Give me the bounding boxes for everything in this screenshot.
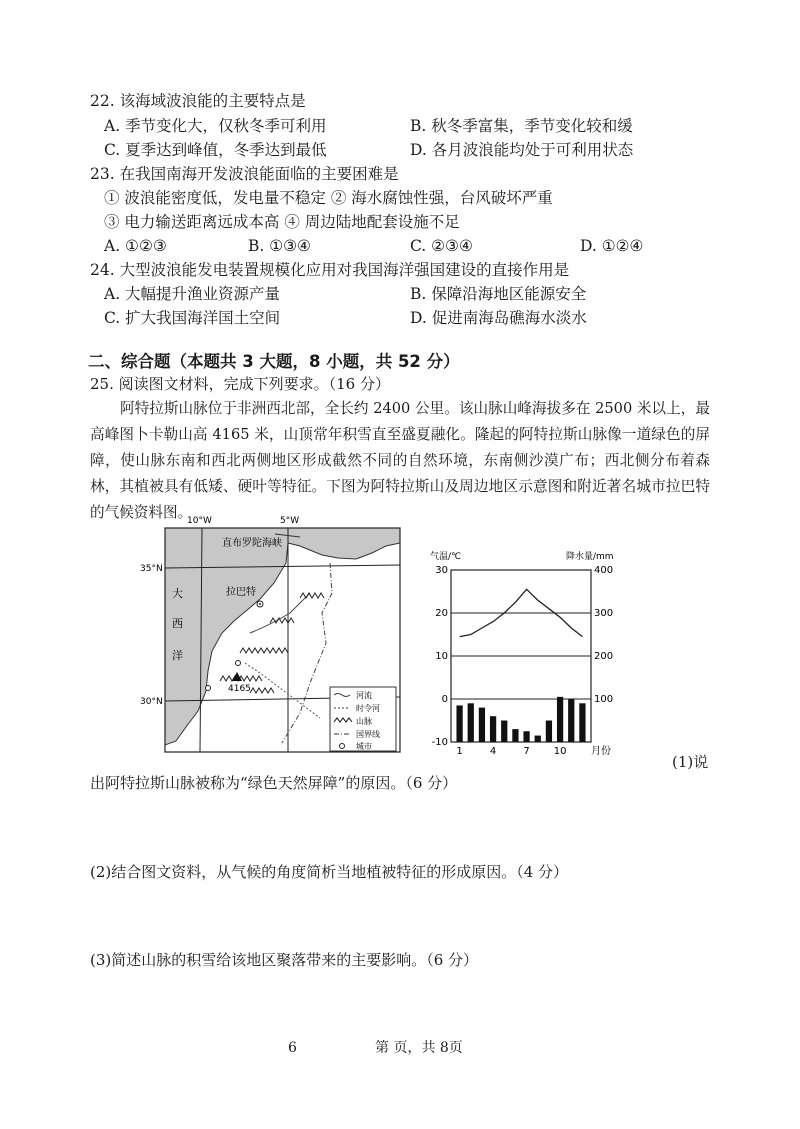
precip-bar xyxy=(501,721,507,743)
q24-stem: 24. 大型波浪能发电装置规模化应用对我国海洋强国建设的直接作用是 xyxy=(90,261,570,279)
precip-bar xyxy=(490,716,496,742)
map-city-label: 拉巴特 xyxy=(226,587,256,598)
precip-bar xyxy=(456,705,462,742)
legend-river: 河流 xyxy=(356,691,372,700)
left-tick-label: -10 xyxy=(431,737,448,748)
precip-bar xyxy=(512,729,518,742)
q22-option-b[interactable]: B. 秋冬季富集，季节变化较和缓 xyxy=(410,117,633,135)
precip-bar xyxy=(468,703,474,742)
precip-bar xyxy=(523,731,529,742)
section-2-title: 二、综合题（本题共 3 大题，8 小题，共 52 分） xyxy=(88,352,460,371)
q25-sub3: (3)简述山脉的积雪给该地区聚落带来的主要影响。（6 分） xyxy=(90,951,479,969)
precip-bar xyxy=(546,721,552,743)
right-tick-label: 200 xyxy=(594,651,614,662)
q24-option-c[interactable]: C. 扩大我国海洋国土空间 xyxy=(104,309,281,327)
q23-option-b[interactable]: B. ①③④ xyxy=(248,237,311,255)
q23-statements-1: ① 波浪能密度低，发电量不稳定 ② 海水腐蚀性强，台风破坏严重 xyxy=(104,189,553,207)
q25-stem: 25. 阅读图文材料，完成下列要求。（16 分） xyxy=(90,375,390,393)
q25-sub1-start: (1)说 xyxy=(672,753,709,771)
q23-option-d[interactable]: D. ①②④ xyxy=(580,237,644,255)
footer-page-text: 第 页，共 8页 xyxy=(375,1040,463,1056)
atlas-map xyxy=(140,513,410,758)
q23-option-a[interactable]: A. ①②③ xyxy=(104,237,167,255)
left-tick-label: 20 xyxy=(435,608,448,619)
q22-stem: 22. 该海域波浪能的主要特点是 xyxy=(90,92,306,110)
right-tick-label: 300 xyxy=(594,608,614,619)
map-ocean-char-1: 大 xyxy=(172,587,183,600)
precip-bar xyxy=(557,697,563,742)
q23-statements-2: ③ 电力输送距离远成本高 ④ 周边陆地配套设施不足 xyxy=(104,213,460,231)
legend-seasonal-river: 时令河 xyxy=(356,704,380,713)
precip-bar xyxy=(568,699,574,742)
map-ocean-char-3: 洋 xyxy=(172,649,183,662)
footer-page-number: 6 xyxy=(288,1040,297,1056)
precip-bar xyxy=(579,703,585,742)
map-lon-5w: 5°W xyxy=(280,516,300,526)
x-tick-label: 1 xyxy=(456,746,463,757)
map-ocean-char-2: 西 xyxy=(172,617,183,630)
map-lat-35n: 35°N xyxy=(140,564,163,574)
x-tick-label: 7 xyxy=(523,746,530,757)
left-tick-label: 10 xyxy=(435,651,448,662)
chart-left-axis-label: 气温/℃ xyxy=(430,552,462,562)
q24-option-a[interactable]: A. 大幅提升渔业资源产量 xyxy=(104,285,281,303)
x-tick-label: 4 xyxy=(489,746,497,757)
q22-option-a[interactable]: A. 季节变化大，仅秋冬季可利用 xyxy=(104,117,327,135)
q24-option-b[interactable]: B. 保障沿海地区能源安全 xyxy=(410,285,587,303)
q23-stem: 23. 在我国南海开发波浪能面临的主要困难是 xyxy=(90,165,399,183)
left-tick-label: 0 xyxy=(441,694,448,705)
x-tick-label: 10 xyxy=(553,746,567,757)
legend-mountain: 山脉 xyxy=(356,717,372,726)
q22-option-d[interactable]: D. 各月波浪能均处于可利用状态 xyxy=(410,141,634,159)
q23-option-c[interactable]: C. ②③④ xyxy=(410,237,473,255)
right-tick-label: 100 xyxy=(594,694,614,705)
map-peak-label: 4165 xyxy=(228,684,251,694)
map-legend xyxy=(330,687,396,751)
precip-bar xyxy=(535,736,541,742)
q25-sub2: (2)结合图文资料，从气候的角度简析当地植被特征的形成原因。（4 分） xyxy=(90,863,569,881)
legend-city: 城市 xyxy=(356,742,372,751)
chart-right-axis-label: 降水量/mm xyxy=(566,552,614,562)
right-tick-label: 400 xyxy=(594,565,614,576)
q22-option-c[interactable]: C. 夏季达到峰值，冬季达到最低 xyxy=(104,141,327,159)
legend-border: 国界线 xyxy=(356,730,380,739)
precip-bar xyxy=(479,708,485,742)
map-lat-30n: 30°N xyxy=(140,697,163,707)
q25-sub1: 出阿特拉斯山脉被称为“绿色天然屏障”的原因。（6 分） xyxy=(90,774,458,792)
map-strait-label: 直布罗陀海峡 xyxy=(222,538,282,549)
map-lon-10w: 10°W xyxy=(187,516,212,526)
rabat-climate-chart xyxy=(426,548,626,758)
left-tick-label: 30 xyxy=(435,565,448,576)
q24-option-d[interactable]: D. 促进南海岛礁海水淡水 xyxy=(410,309,587,327)
x-unit-label: 月份 xyxy=(591,746,611,757)
q25-passage: 阿特拉斯山脉位于非洲西北部，全长约 2400 公里。该山脉山峰海拔多在 2500 米以上，最高峰图卜卡勒山高 4165 米，山顶常年积雪直至盛夏融化。隆起的阿特拉斯山脉像一道绿色的屏障，使山脉东南和西北两侧地区形成截然不同的自然环境，东南侧沙漠广布；西北侧分布着森林，其植被具有低矮、硬叶等特征。下图为阿特拉斯山及周边地区示意图和附近著名城市拉巴特的气候资料图。 xyxy=(90,400,710,521)
